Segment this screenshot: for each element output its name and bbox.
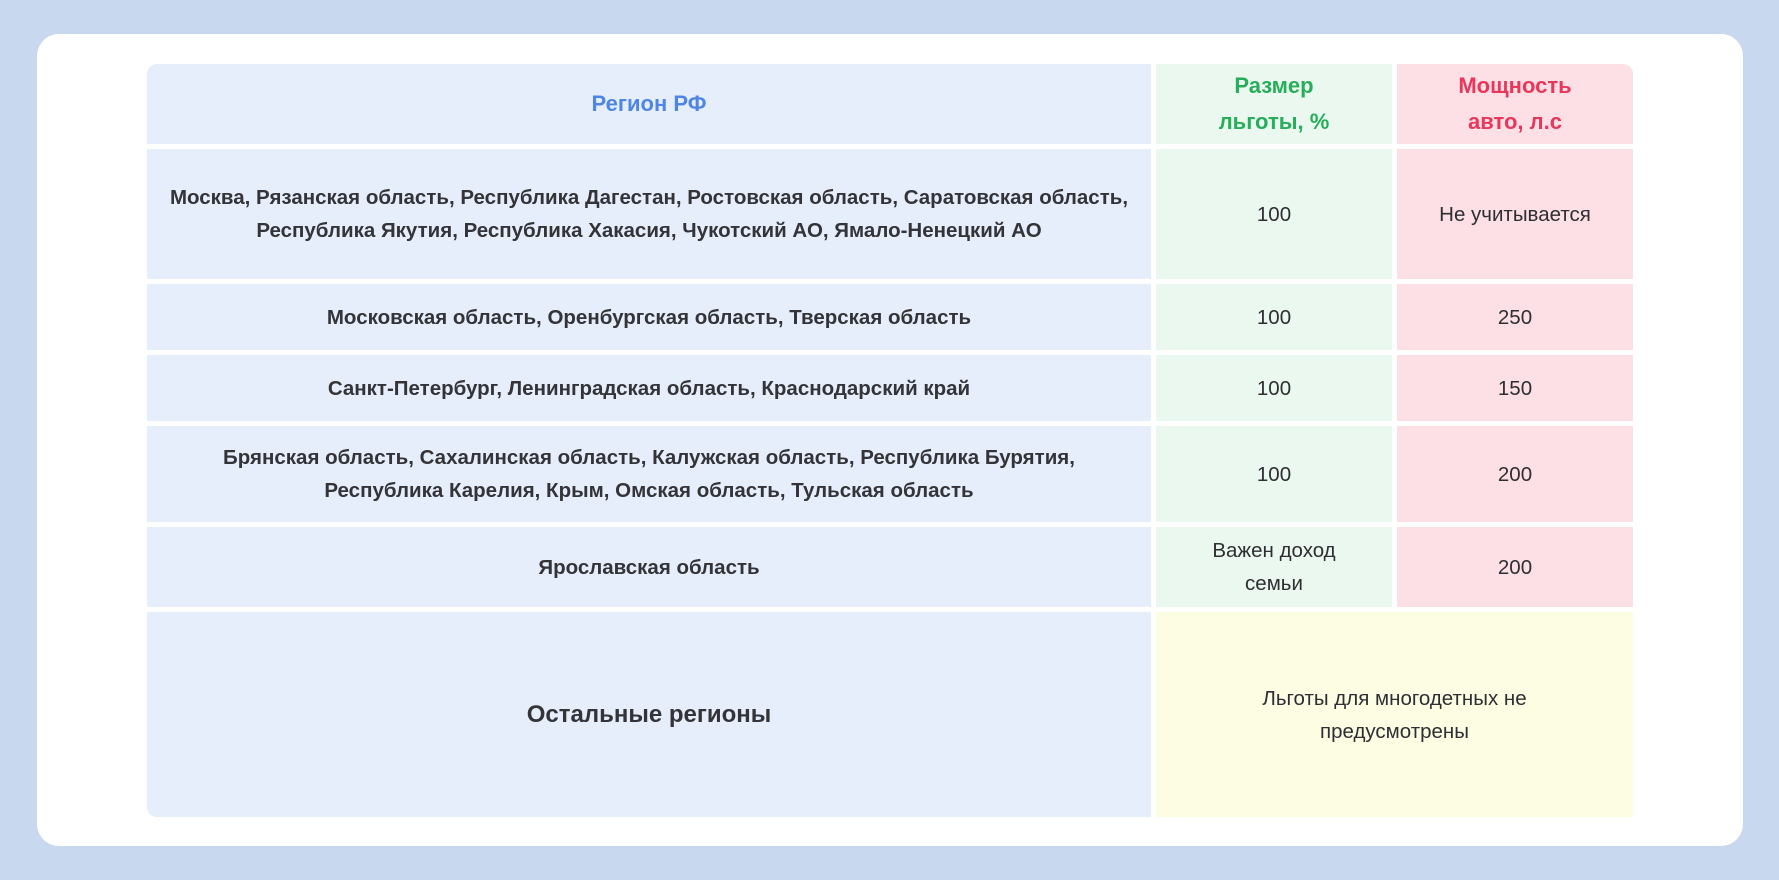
- row-2-region: Московская область, Оренбургская область, Тверская область: [147, 284, 1151, 350]
- row-1-region: Москва, Рязанская область, Республика Дагестан, Ростовская область, Саратовская область, Республика Якутия, Республика Хакасия, Чукотский АО, Ямало-Ненецкий АО: [147, 149, 1151, 279]
- row-1-benefit: 100: [1156, 149, 1392, 279]
- row-3-benefit: 100: [1156, 355, 1392, 421]
- header-region: Регион РФ: [147, 64, 1151, 144]
- row-3-region: Санкт-Петербург, Ленинградская область, Краснодарский край: [147, 355, 1151, 421]
- header-benefit: Размер льготы, %: [1156, 64, 1392, 144]
- row-4-benefit: 100: [1156, 426, 1392, 522]
- row-2-benefit: 100: [1156, 284, 1392, 350]
- row-other-note: Льготы для многодетных не предусмотрены: [1156, 612, 1633, 817]
- header-power: Мощность авто, л.с: [1397, 64, 1633, 144]
- row-3-power: 150: [1397, 355, 1633, 421]
- row-5-region: Ярославская область: [147, 527, 1151, 607]
- row-4-power: 200: [1397, 426, 1633, 522]
- row-2-power: 250: [1397, 284, 1633, 350]
- row-5-benefit: Важен доход семьи: [1156, 527, 1392, 607]
- row-5-power: 200: [1397, 527, 1633, 607]
- row-other-region: Остальные регионы: [147, 612, 1151, 817]
- benefits-table: [147, 64, 1633, 817]
- row-1-power: Не учитывается: [1397, 149, 1633, 279]
- row-4-region: Брянская область, Сахалинская область, Калужская область, Республика Бурятия, Республика Карелия, Крым, Омская область, Тульская область: [147, 426, 1151, 522]
